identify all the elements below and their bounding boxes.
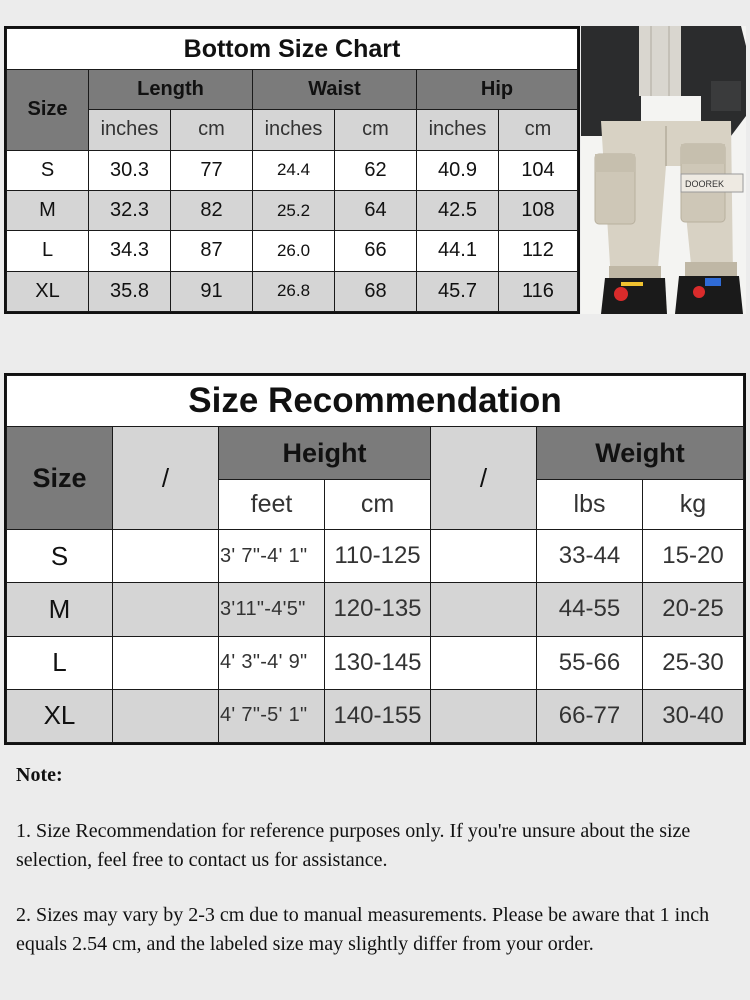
table-cell: 104	[499, 150, 578, 190]
size-cell: L	[7, 231, 89, 271]
bottom-size-chart	[4, 26, 580, 314]
unit-header: cm	[325, 480, 431, 530]
notes-section	[16, 764, 736, 985]
length-header: Length	[89, 70, 253, 110]
waist-header: Waist	[253, 70, 417, 110]
table-cell: 32.3	[89, 190, 171, 230]
blank-cell	[431, 689, 537, 742]
weight-header: Weight	[537, 427, 744, 480]
unit-header: kg	[643, 480, 744, 530]
table-cell: 68	[335, 271, 417, 311]
table-cell: 116	[499, 271, 578, 311]
table-cell: 91	[171, 271, 253, 311]
size-cell: S	[7, 530, 113, 583]
table-cell: 34.3	[89, 231, 171, 271]
table-cell: 4' 7"-5' 1"	[219, 689, 325, 742]
size-cell: XL	[7, 271, 89, 311]
table-row	[7, 530, 744, 583]
product-photo	[581, 26, 746, 314]
table-cell: 44-55	[537, 583, 643, 636]
unit-header: inches	[253, 110, 335, 150]
table-cell: 20-25	[643, 583, 744, 636]
table-cell: 64	[335, 190, 417, 230]
table-cell: 140-155	[325, 689, 431, 742]
table-cell: 30-40	[643, 689, 744, 742]
table-cell: 87	[171, 231, 253, 271]
blank-column-header: /	[431, 427, 537, 530]
blank-cell	[113, 583, 219, 636]
table-row	[7, 190, 578, 230]
table-cell: 4' 3"-4' 9"	[219, 636, 325, 689]
blank-cell	[113, 530, 219, 583]
table-cell: 82	[171, 190, 253, 230]
table-cell: 42.5	[417, 190, 499, 230]
table-row	[7, 231, 578, 271]
size-cell: S	[7, 150, 89, 190]
table-cell: 66	[335, 231, 417, 271]
table-cell: 130-145	[325, 636, 431, 689]
table-row	[7, 583, 744, 636]
table-cell: 110-125	[325, 530, 431, 583]
unit-header: lbs	[537, 480, 643, 530]
blank-cell	[431, 636, 537, 689]
tag-text: DOOREK	[685, 179, 725, 189]
table-cell: 62	[335, 150, 417, 190]
table-cell: 3'11"-4'5"	[219, 583, 325, 636]
table-row	[7, 150, 578, 190]
blank-cell	[113, 689, 219, 742]
size-header: Size	[7, 427, 113, 530]
size-cell: XL	[7, 689, 113, 742]
blank-cell	[431, 583, 537, 636]
table-cell: 3' 7"-4' 1"	[219, 530, 325, 583]
blank-column-header: /	[113, 427, 219, 530]
table-cell: 112	[499, 231, 578, 271]
size-recommendation	[4, 373, 746, 745]
blank-cell	[113, 636, 219, 689]
table-cell: 55-66	[537, 636, 643, 689]
unit-header: cm	[499, 110, 578, 150]
table-cell: 44.1	[417, 231, 499, 271]
table-cell: 35.8	[89, 271, 171, 311]
hip-header: Hip	[417, 70, 578, 110]
table-cell: 25.2	[253, 190, 335, 230]
bottom-size-table	[6, 28, 578, 312]
pants-illustration	[581, 26, 746, 314]
table-cell: 45.7	[417, 271, 499, 311]
note-item: 1. Size Recommendation for reference purposes only. If you're unsure about the size selection, feel free to contact us for assistance.	[16, 820, 691, 871]
size-cell: L	[7, 636, 113, 689]
size-cell: M	[7, 583, 113, 636]
size-cell: M	[7, 190, 89, 230]
unit-header: cm	[335, 110, 417, 150]
recommendation-title: Size Recommendation	[7, 376, 744, 427]
size-header: Size	[7, 70, 89, 151]
table-cell: 40.9	[417, 150, 499, 190]
unit-header: feet	[219, 480, 325, 530]
table-cell: 30.3	[89, 150, 171, 190]
height-header: Height	[219, 427, 431, 480]
notes-title: Note:	[16, 764, 63, 786]
table-cell: 120-135	[325, 583, 431, 636]
table-cell: 77	[171, 150, 253, 190]
recommendation-table	[6, 375, 744, 743]
bottom-chart-title: Bottom Size Chart	[7, 29, 578, 70]
table-row	[7, 271, 578, 311]
table-cell: 33-44	[537, 530, 643, 583]
table-row	[7, 636, 744, 689]
table-cell: 24.4	[253, 150, 335, 190]
unit-header: inches	[89, 110, 171, 150]
table-cell: 26.0	[253, 231, 335, 271]
unit-header: inches	[417, 110, 499, 150]
note-item: 2. Sizes may vary by 2-3 cm due to manual measurements. Please be aware that 1 inch equals 2.54 cm, and the labeled size may slightly differ from your order.	[16, 904, 710, 955]
table-cell: 26.8	[253, 271, 335, 311]
table-cell: 15-20	[643, 530, 744, 583]
table-row	[7, 689, 744, 742]
table-cell: 25-30	[643, 636, 744, 689]
blank-cell	[431, 530, 537, 583]
table-cell: 66-77	[537, 689, 643, 742]
table-cell: 108	[499, 190, 578, 230]
unit-header: cm	[171, 110, 253, 150]
